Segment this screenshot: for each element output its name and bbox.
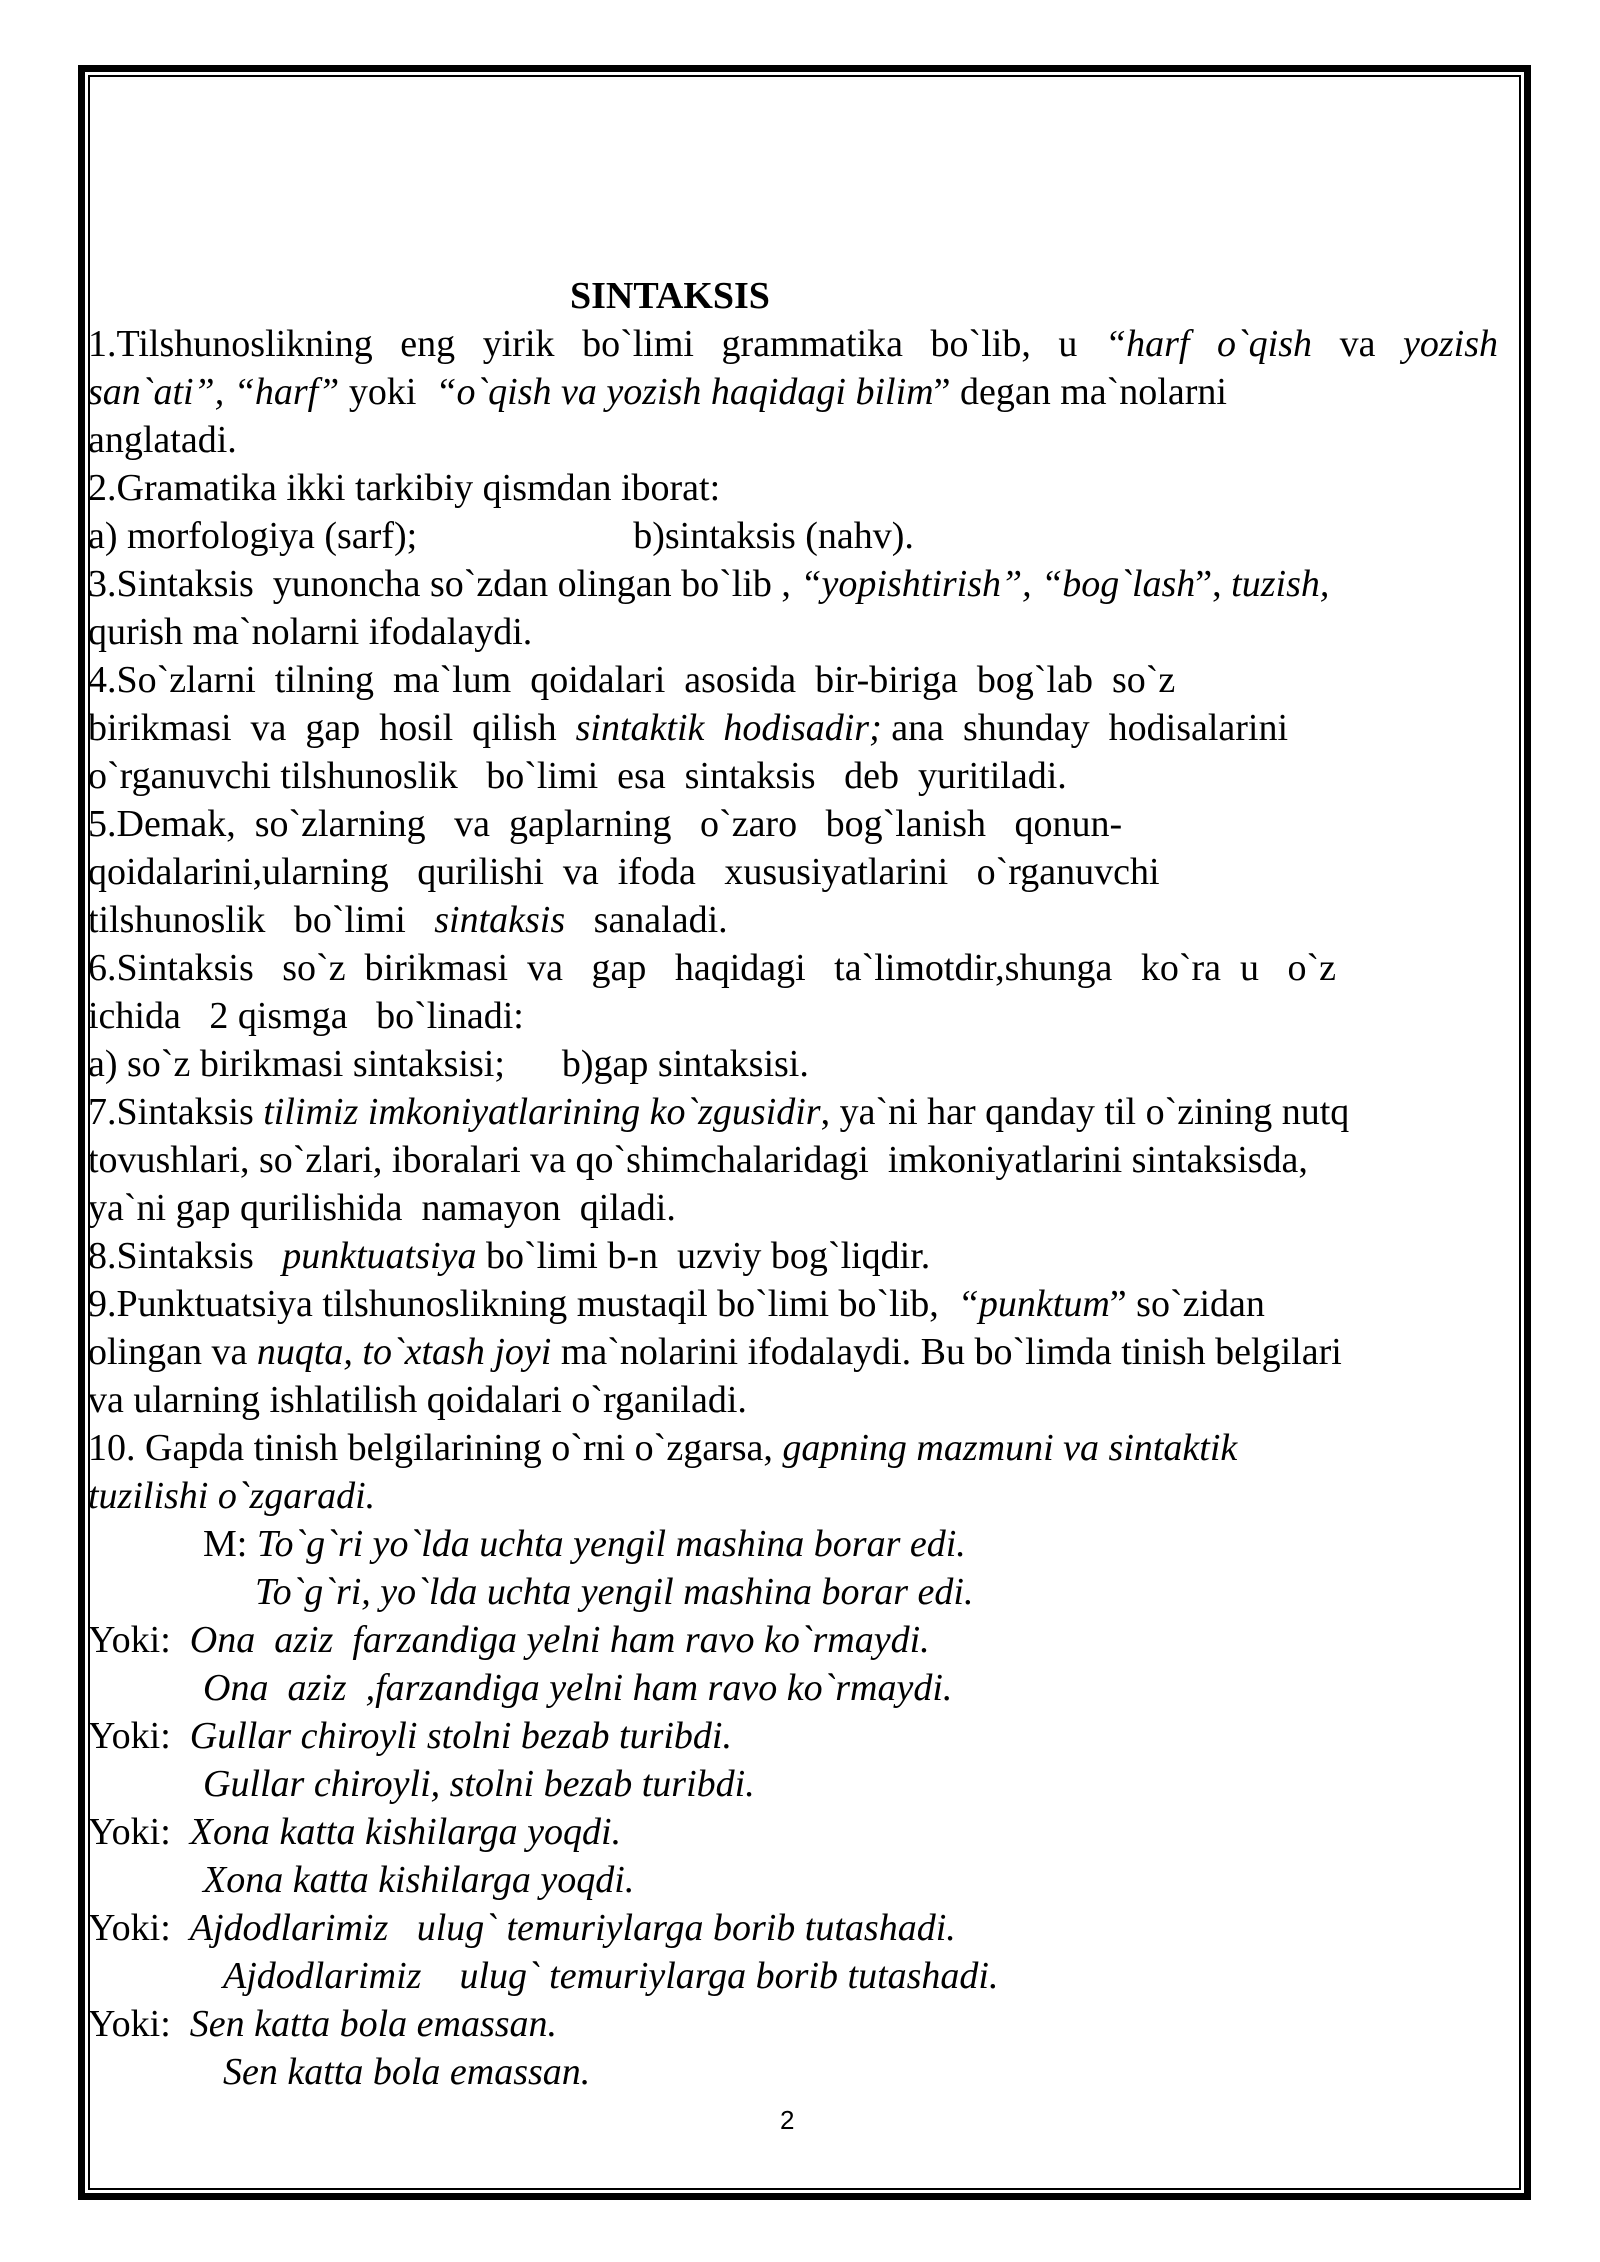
paragraph-line: 10. Gapda tinish belgilarining o`rni o`zgarsa, gapning mazmuni va sintaktik	[88, 1427, 1238, 1469]
paragraph-line: 3.Sintaksis yunoncha so`zdan olingan bo`lib , “yopishtirish”, “bog`lash”, tuzish,	[88, 563, 1330, 605]
paragraph-line: 2.Gramatika ikki tarkibiy qismdan iborat:	[88, 467, 721, 509]
paragraph-line: anglatadi.	[88, 419, 237, 461]
example-line: Yoki: Gullar chiroyli stolni bezab turibdi.	[88, 1715, 732, 1757]
example-line: Xona katta kishilarga yoqdi.	[203, 1859, 635, 1901]
paragraph-line: o`rganuvchi tilshunoslik bo`limi esa sintaksis deb yuritiladi.	[88, 755, 1067, 797]
page-number: 2	[780, 2105, 795, 2135]
page-title: SINTAKSIS	[570, 275, 770, 317]
example-line: Sen katta bola emassan.	[223, 2051, 591, 2093]
paragraph-line: 4.So`zlarni tilning ma`lum qoidalari asosida bir-biriga bog`lab so`z	[88, 659, 1176, 701]
paragraph-line: 8.Sintaksis punktuatsiya bo`limi b-n uzviy bog`liqdir.	[88, 1235, 931, 1277]
paragraph-line: qurish ma`nolarni ifodalaydi.	[88, 611, 533, 653]
paragraph-line: ya`ni gap qurilishida namayon qiladi.	[88, 1187, 676, 1229]
paragraph-line: ichida 2 qismga bo`linadi:	[88, 995, 524, 1037]
paragraph-line: va ularning ishlatilish qoidalari o`rganiladi.	[88, 1379, 747, 1421]
paragraph-line: 1.Tilshunoslikning eng yirik bo`limi grammatika bo`lib, u “harf o`qish va yozish	[88, 323, 1498, 365]
example-line: Yoki: Ajdodlarimiz ulug` temuriylarga borib tutashadi.	[88, 1907, 956, 1949]
paragraph-line: qoidalarini,ularning qurilishi va ifoda xususiyatlarini o`rganuvchi	[88, 851, 1160, 893]
example-line: Gullar chiroyli, stolni bezab turibdi.	[203, 1763, 755, 1805]
example-line: To`g`ri, yo`lda uchta yengil mashina borar edi.	[255, 1571, 974, 1613]
paragraph-line: birikmasi va gap hosil qilish sintaktik hodisadir; ana shunday hodisalarini	[88, 707, 1289, 749]
paragraph-line: 7.Sintaksis tilimiz imkoniyatlarining ko`zgusidir, ya`ni har qanday til o`zining nutq	[88, 1091, 1350, 1133]
example-line: Yoki: Ona aziz farzandiga yelni ham ravo ko`rmaydi.	[88, 1619, 930, 1661]
example-line: M: To`g`ri yo`ldа uchta yengil mashina borar edi.	[203, 1523, 966, 1565]
paragraph-line: olingan va nuqta, to`xtash joyi ma`nolarini ifodalaydi. Bu bo`limda tinish belgilari	[88, 1331, 1342, 1373]
paragraph-line: 6.Sintaksis so`z birikmasi va gap haqidagi ta`limotdir,shunga ko`ra u o`z	[88, 947, 1337, 989]
paragraph-line: a) so`z birikmasi sintaksisi; b)gap sintaksisi.	[88, 1043, 809, 1085]
paragraph-line: a) morfologiya (sarf); b)sintaksis (nahv).	[88, 515, 914, 557]
example-line: Yoki: Sen katta bola emassan.	[88, 2003, 558, 2045]
paragraph-line: san`ati”, “harf” yoki “o`qish va yozish haqidagi bilim” degan ma`nolarni	[88, 371, 1227, 413]
paragraph-line: tuzilishi o`zgaradi.	[88, 1475, 376, 1517]
paragraph-line: 9.Punktuatsiya tilshunoslikning mustaqil bo`limi bo`lib, “punktum” so`zidan	[88, 1283, 1265, 1325]
example-line: Ona aziz ,farzandiga yelni ham ravo ko`rmaydi.	[203, 1667, 953, 1709]
paragraph-line: 5.Demak, so`zlarning va gaplarning o`zaro bog`lanish qonun-	[88, 803, 1123, 845]
paragraph-line: tovushlari, so`zlari, iboralari va qo`shimchalaridagi imkoniyatlarini sintaksisda,	[88, 1139, 1308, 1181]
example-line: Yoki: Xona katta kishilarga yoqdi.	[88, 1811, 622, 1853]
paragraph-line: tilshunoslik bo`limi sintaksis sanaladi.	[88, 899, 728, 941]
document-body	[88, 272, 1498, 2096]
example-line: Ajdodlarimiz ulug` temuriylarga borib tutashadi.	[223, 1955, 999, 1997]
